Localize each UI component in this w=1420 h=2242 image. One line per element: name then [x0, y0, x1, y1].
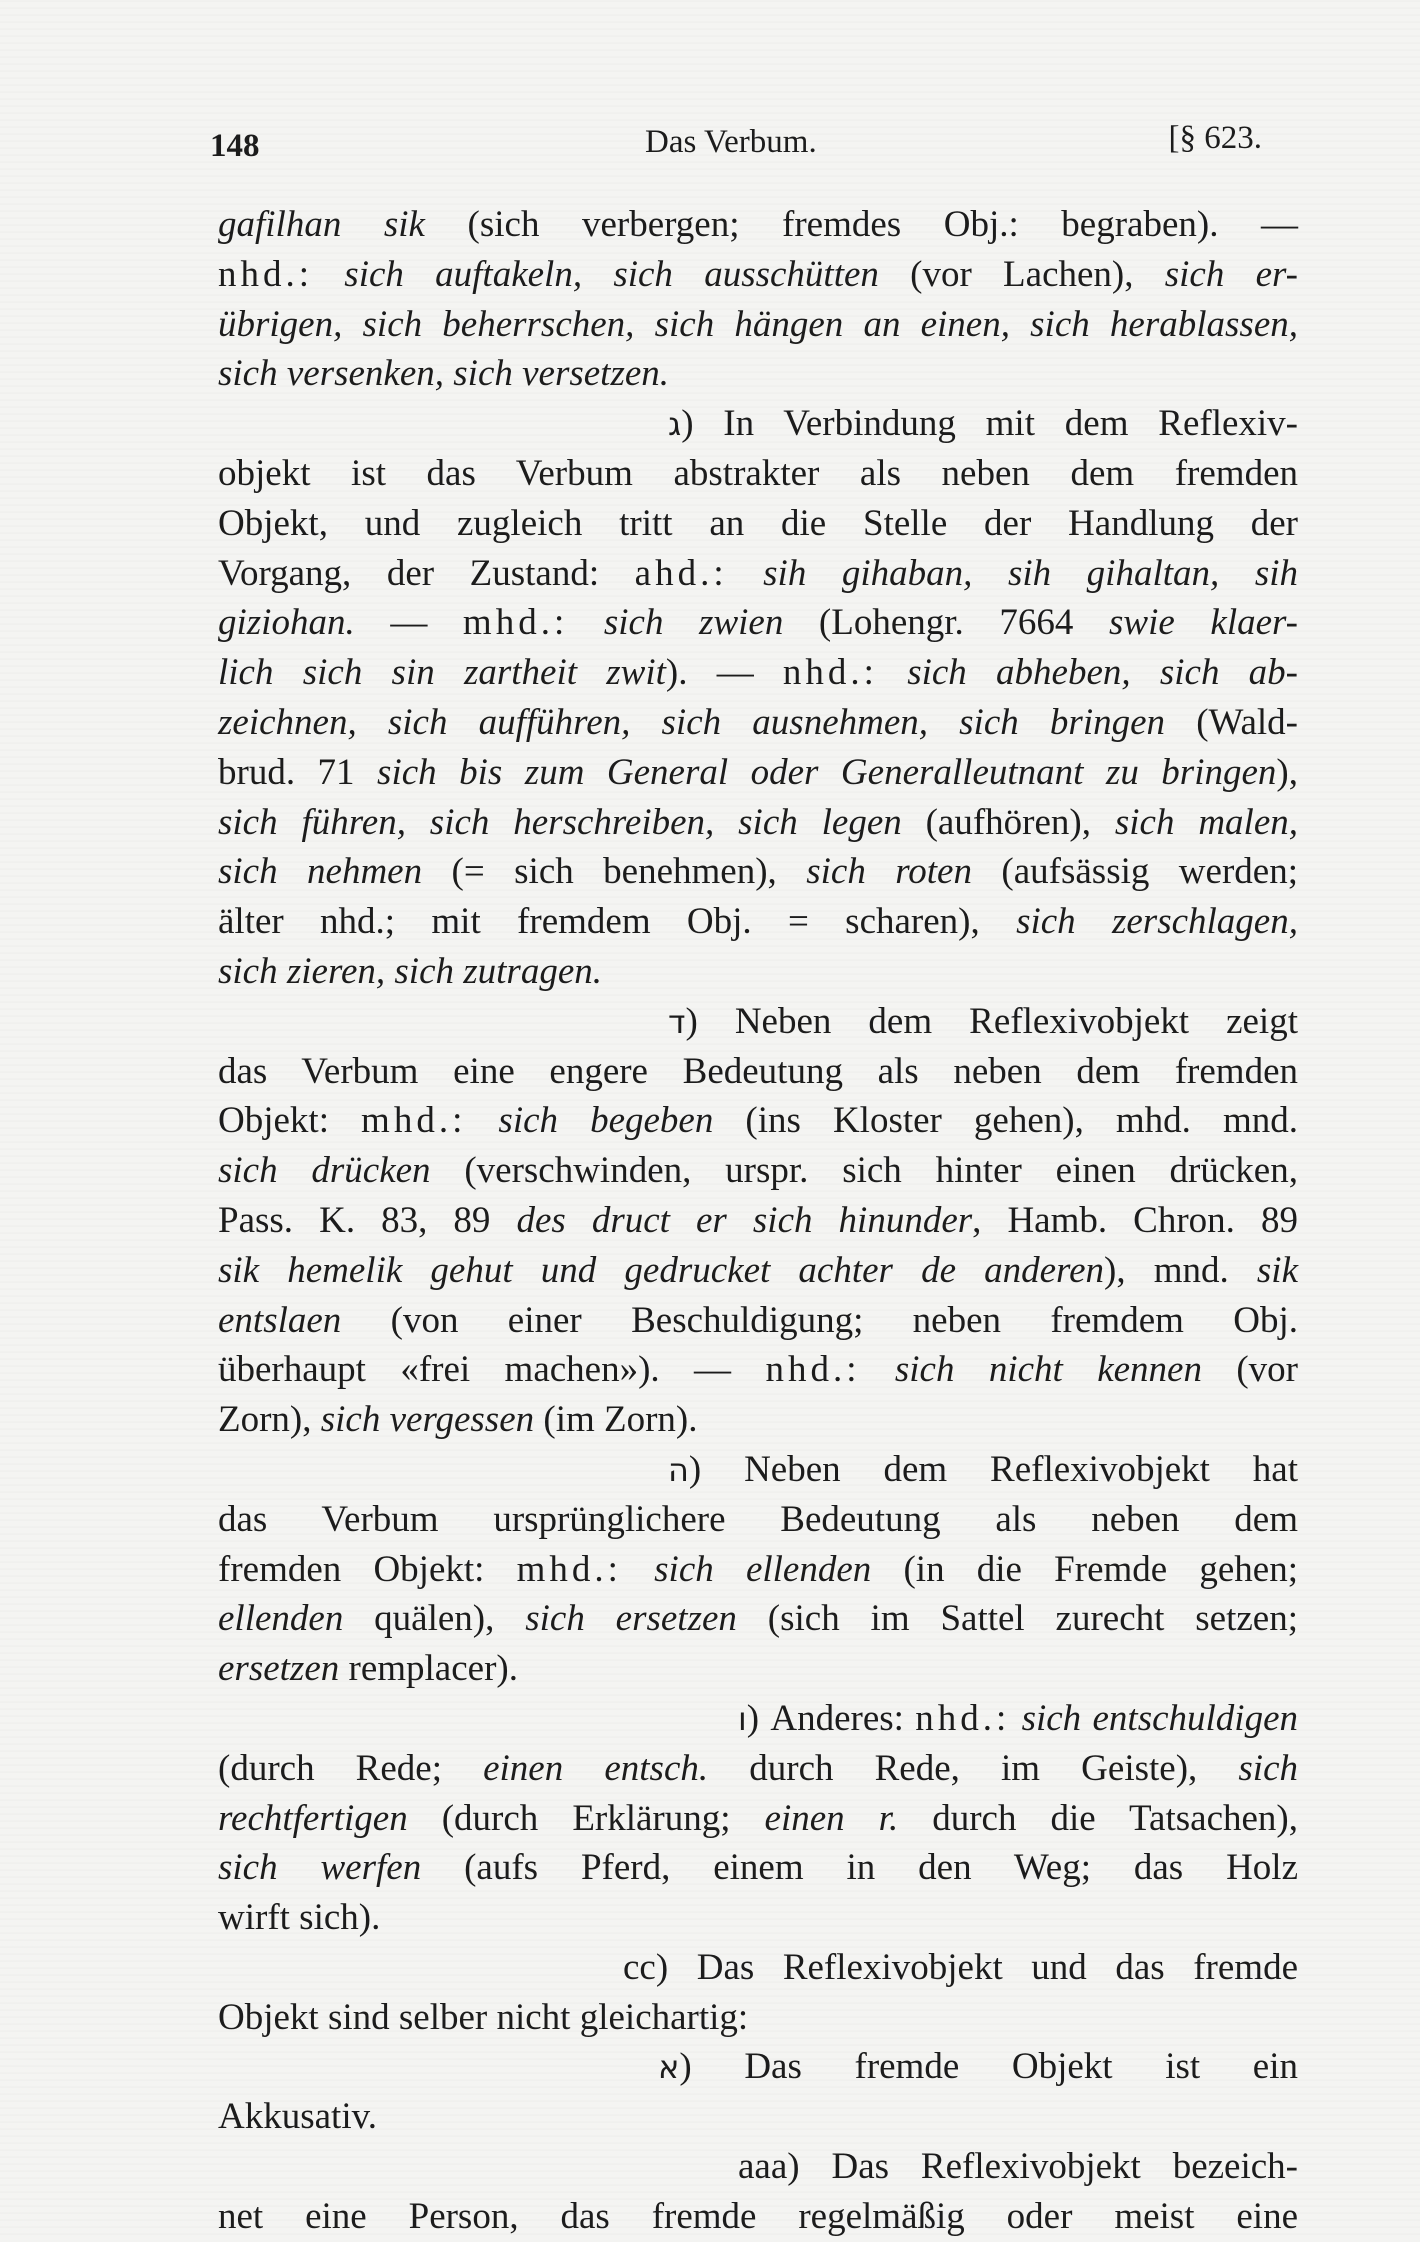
text-segment: giziohan.	[218, 602, 355, 644]
text-line	[218, 1843, 1298, 1893]
text-segment: (aufsässig werden;	[971, 851, 1298, 893]
text-segment	[622, 1549, 654, 1590]
text-segment: ) Anderes:	[746, 1697, 916, 1739]
hebrew-enumerator: ג	[668, 405, 682, 444]
text-line	[218, 2142, 1298, 2192]
text-segment: wirft sich).	[218, 1897, 381, 1939]
text-segment	[1010, 1698, 1021, 1739]
hebrew-enumerator: ד	[668, 1002, 686, 1041]
text-segment: sich vergessen	[320, 1399, 535, 1441]
text-segment: ) Neben dem Reflexivobjekt zeigt	[685, 1000, 1298, 1042]
text-segment: sich bis zum General oder Generalleutnant zu bringen	[377, 751, 1277, 793]
text-line	[218, 2192, 1298, 2242]
text-segment: sich entschuldigen	[1021, 1697, 1298, 1739]
text-line	[218, 1545, 1298, 1595]
text-segment: (= sich benehmen),	[422, 851, 807, 893]
text-segment: das Verbum eine engere Bedeutung als neben dem fremden	[218, 1050, 1298, 1092]
text-segment: Objekt sind selber nicht gleichartig:	[218, 1996, 749, 2038]
text-line	[218, 449, 1298, 499]
text-segment: einen entsch.	[483, 1747, 709, 1789]
text-line	[218, 1345, 1298, 1395]
text-segment: einen r.	[764, 1797, 899, 1839]
text-line	[218, 847, 1298, 897]
text-segment: (von einer Beschuldigung; neben fremdem Obj.	[341, 1299, 1298, 1341]
text-line	[218, 1694, 1298, 1744]
text-line	[218, 698, 1298, 748]
text-segment: sich zerschlagen,	[1016, 901, 1298, 943]
text-line	[218, 997, 1298, 1047]
text-line	[218, 648, 1298, 698]
text-line	[218, 1893, 1298, 1943]
text-line	[218, 1644, 1298, 1694]
text-segment: sich zwien	[603, 602, 784, 644]
text-segment: net eine Person, das fremde regelmäßig oder meist eine	[218, 2195, 1298, 2237]
text-segment: ahd.:	[634, 552, 728, 594]
text-line	[218, 2042, 1298, 2092]
text-segment: sich ellenden	[654, 1548, 872, 1590]
text-line	[218, 1196, 1298, 1246]
text-line	[218, 250, 1298, 300]
text-segment	[313, 254, 344, 295]
text-line	[218, 947, 1298, 997]
text-segment: Akkusativ.	[218, 2096, 377, 2138]
text-line	[218, 549, 1298, 599]
text-segment: (durch Erklärung;	[407, 1797, 765, 1839]
text-segment: sich roten	[806, 851, 972, 893]
text-segment: (durch Rede;	[218, 1747, 484, 1789]
hebrew-enumerator: א	[658, 2048, 680, 2087]
text-segment: sich er-	[1164, 253, 1299, 295]
text-line	[218, 1096, 1298, 1146]
text-segment: nhd.:	[915, 1697, 1011, 1739]
body-text	[218, 200, 1298, 2242]
text-segment: , Hamb. Chron. 89	[972, 1199, 1298, 1241]
text-segment: nhd.:	[218, 253, 314, 295]
text-line	[218, 1395, 1298, 1445]
text-segment: Zorn),	[218, 1399, 321, 1441]
text-segment: ellenden	[218, 1598, 344, 1640]
text-line	[218, 300, 1298, 350]
text-segment: zeichnen, sich aufführen, sich ausnehmen, sich bringen	[218, 701, 1166, 743]
page-header	[210, 120, 1270, 170]
text-segment: ) In Verbindung mit dem Reflexiv-	[681, 403, 1298, 445]
text-segment: überhaupt «frei machen»). —	[218, 1349, 766, 1391]
text-segment: —	[354, 602, 463, 644]
text-segment: älter nhd.; mit fremdem Obj. = scharen),	[218, 901, 1017, 943]
text-segment: durch die Tatsachen),	[898, 1797, 1298, 1839]
text-segment: (aufhören),	[901, 801, 1115, 843]
text-segment: rechtfertigen	[218, 1797, 408, 1839]
text-segment	[466, 1100, 498, 1141]
text-segment: aaa) Das Reflexivobjekt bezeich-	[738, 2146, 1298, 2188]
text-segment: sich werfen	[218, 1847, 422, 1889]
text-segment: (vor	[1201, 1349, 1298, 1391]
text-segment: sich	[1238, 1747, 1298, 1789]
text-line	[218, 1495, 1298, 1545]
text-segment: Pass. K. 83, 89	[218, 1199, 517, 1241]
text-segment: cc) Das Reflexivobjekt und das fremde	[623, 1946, 1298, 1988]
text-segment: sich nehmen	[218, 851, 423, 893]
text-segment: remplacer).	[339, 1648, 518, 1690]
text-line	[218, 748, 1298, 798]
text-segment: sich zieren, sich zutragen.	[218, 950, 603, 992]
text-segment: übrigen, sich beherrschen, sich hängen an einen, sich herablassen,	[218, 303, 1298, 345]
text-segment: quälen),	[343, 1598, 526, 1640]
text-segment: Objekt:	[218, 1100, 362, 1142]
text-segment: sik	[1256, 1249, 1298, 1291]
text-segment: (sich im Sattel zurecht setzen;	[736, 1598, 1298, 1640]
text-segment: sich führen, sich herschreiben, sich legen	[218, 801, 902, 843]
text-segment: swie klaer-	[1109, 602, 1299, 644]
text-line	[218, 1246, 1298, 1296]
text-segment: (in die Fremde gehen;	[871, 1548, 1299, 1590]
text-segment: entslaen	[218, 1299, 342, 1341]
text-segment: sich versenken, sich versetzen.	[218, 353, 670, 395]
text-segment: des druct er sich hinunder	[516, 1199, 973, 1241]
text-segment: (Wald-	[1165, 701, 1298, 743]
text-segment: nhd.:	[782, 652, 878, 694]
text-line	[218, 897, 1298, 947]
section-reference: [§ 623.	[1168, 120, 1262, 156]
text-line	[218, 798, 1298, 848]
text-segment	[728, 553, 764, 594]
text-segment	[878, 652, 907, 693]
text-segment: sich ersetzen	[525, 1598, 737, 1640]
text-segment: (ins Kloster gehen), mhd. mnd.	[713, 1100, 1299, 1142]
text-segment: Objekt, und zugleich tritt an die Stelle der Handlung der	[218, 502, 1298, 544]
text-line	[218, 200, 1298, 250]
text-line	[218, 2092, 1298, 2142]
text-segment: sih gihaban, sih gihaltan, sih	[763, 552, 1298, 594]
text-segment: ersetzen	[218, 1648, 340, 1690]
text-segment	[860, 1349, 894, 1390]
text-segment: ). —	[665, 652, 783, 694]
text-segment: mhd.:	[462, 602, 569, 644]
text-segment: (vor Lachen),	[878, 253, 1165, 295]
text-segment: das Verbum ursprünglichere Bedeutung als neben dem	[218, 1498, 1298, 1540]
text-line	[218, 1146, 1298, 1196]
text-line	[218, 1296, 1298, 1346]
text-segment: nhd.:	[765, 1349, 861, 1391]
page-number: 148	[210, 128, 260, 164]
text-segment	[568, 602, 604, 643]
text-line	[218, 399, 1298, 449]
text-segment: (Lohengr. 7664	[783, 602, 1110, 644]
text-line	[218, 1744, 1298, 1794]
text-segment: ) Neben dem Reflexivobjekt hat	[688, 1448, 1298, 1490]
text-segment: fremden Objekt:	[218, 1548, 517, 1590]
text-line	[218, 1594, 1298, 1644]
text-segment: sich malen,	[1114, 801, 1298, 843]
text-line	[218, 1943, 1298, 1993]
hebrew-enumerator: ה	[668, 1450, 689, 1489]
text-line	[218, 1445, 1298, 1495]
text-line	[218, 499, 1298, 549]
running-title: Das Verbum.	[645, 124, 817, 160]
text-segment: (verschwinden, urspr. sich hinter einen drücken,	[430, 1150, 1298, 1192]
text-line	[218, 598, 1298, 648]
text-segment: sik hemelik gehut und gedrucket achter de anderen	[218, 1249, 1104, 1291]
text-segment: lich sich sin zartheit zwit	[218, 652, 666, 694]
text-line	[218, 1993, 1298, 2043]
text-segment: objekt ist das Verbum abstrakter als neben dem fremden	[218, 452, 1298, 494]
text-segment: (aufs Pferd, einem in den Weg; das Holz	[421, 1847, 1299, 1889]
text-segment: mhd.:	[361, 1100, 467, 1142]
text-segment: Vorgang, der Zustand:	[218, 552, 635, 594]
text-segment: durch Rede, im Geiste),	[708, 1747, 1239, 1789]
text-line	[218, 1047, 1298, 1097]
text-segment: sich nicht kennen	[894, 1349, 1202, 1391]
text-line	[218, 349, 1298, 399]
text-segment: ), mnd.	[1104, 1249, 1257, 1291]
text-segment: sich auftakeln, sich ausschütten	[344, 253, 879, 295]
text-segment: ) Das fremde Objekt ist ein	[679, 2046, 1298, 2088]
text-line	[218, 1794, 1298, 1844]
hebrew-enumerator: ו	[738, 1699, 747, 1738]
text-segment: sich abheben, sich ab-	[907, 652, 1298, 694]
text-segment: gafilhan sik	[218, 204, 425, 245]
text-segment: (sich verbergen; fremdes Obj.: begraben). —	[424, 204, 1298, 245]
text-segment: sich begeben	[498, 1100, 714, 1142]
text-segment: mhd.:	[516, 1548, 622, 1590]
text-segment: (im Zorn).	[534, 1399, 698, 1441]
text-segment: ),	[1276, 751, 1298, 793]
text-segment: sich drücken	[218, 1150, 431, 1192]
text-segment: brud. 71	[218, 751, 378, 793]
